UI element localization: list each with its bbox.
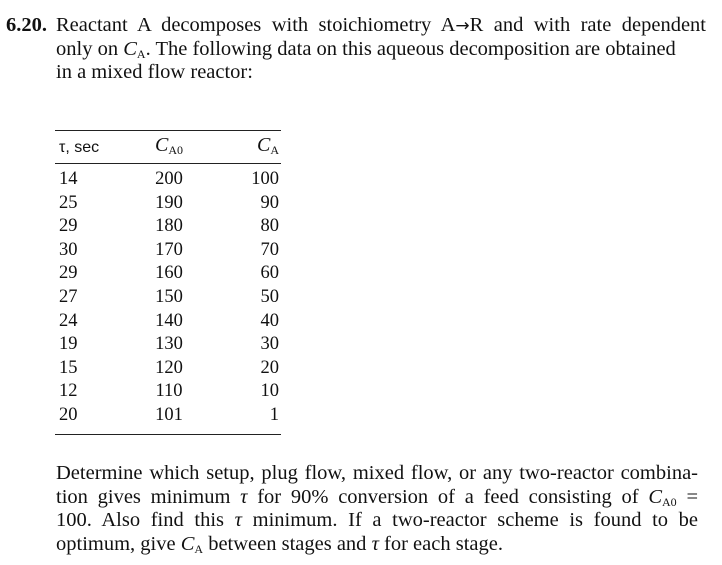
reaction-arrow-icon: → <box>455 16 470 36</box>
table-row: 20 101 1 <box>59 404 279 425</box>
problem-number: 6.20. <box>6 14 47 36</box>
table-row: 24 140 40 <box>59 310 279 331</box>
problem-statement <box>6 14 706 84</box>
table-header-rule <box>55 163 281 164</box>
table-row: 12 110 10 <box>59 381 279 402</box>
table-header <box>55 131 281 157</box>
table-row: 15 120 20 <box>59 357 279 378</box>
question-text <box>56 462 698 556</box>
question-line-2: tion gives minimum τ for 90% conversion of a feed consisting of $C_{A0}$ = <box>56 485 698 509</box>
header-tau: τ, sec <box>59 139 100 156</box>
header-ca0: $C_{A0}$ <box>154 134 183 157</box>
question-line-1: Determine which setup, plug flow, mixed flow, or any two-reactor combina- <box>56 462 698 484</box>
table-row: 27 150 50 <box>59 286 279 307</box>
table-row: 19 130 30 <box>59 334 279 355</box>
table-row: 29 160 60 <box>59 263 279 284</box>
statement-line-3: in a mixed flow reactor: <box>56 61 253 83</box>
table-row: 14 200 100 <box>59 169 279 189</box>
table-row: 25 190 90 <box>59 192 279 213</box>
statement-line-2: only on $C_A$. The following data on this aqueous decomposition are obtained <box>56 38 676 61</box>
statement-line-1: Reactant A decomposes with stoichiometry A→R and with rate dependent <box>56 14 706 36</box>
table-bottom-rule <box>55 434 281 435</box>
data-table <box>55 130 281 435</box>
table-row: 29 180 80 <box>59 216 279 237</box>
question-line-3: 100. Also find this τ minimum. If a two-reactor scheme is found to be <box>56 509 699 532</box>
table-row: 30 170 70 <box>59 239 279 260</box>
problem-text <box>56 14 706 84</box>
header-ca: $C_A$ <box>256 134 279 157</box>
question-line-4: optimum, give $C_A$ between stages and τ for each stage. <box>56 532 503 556</box>
